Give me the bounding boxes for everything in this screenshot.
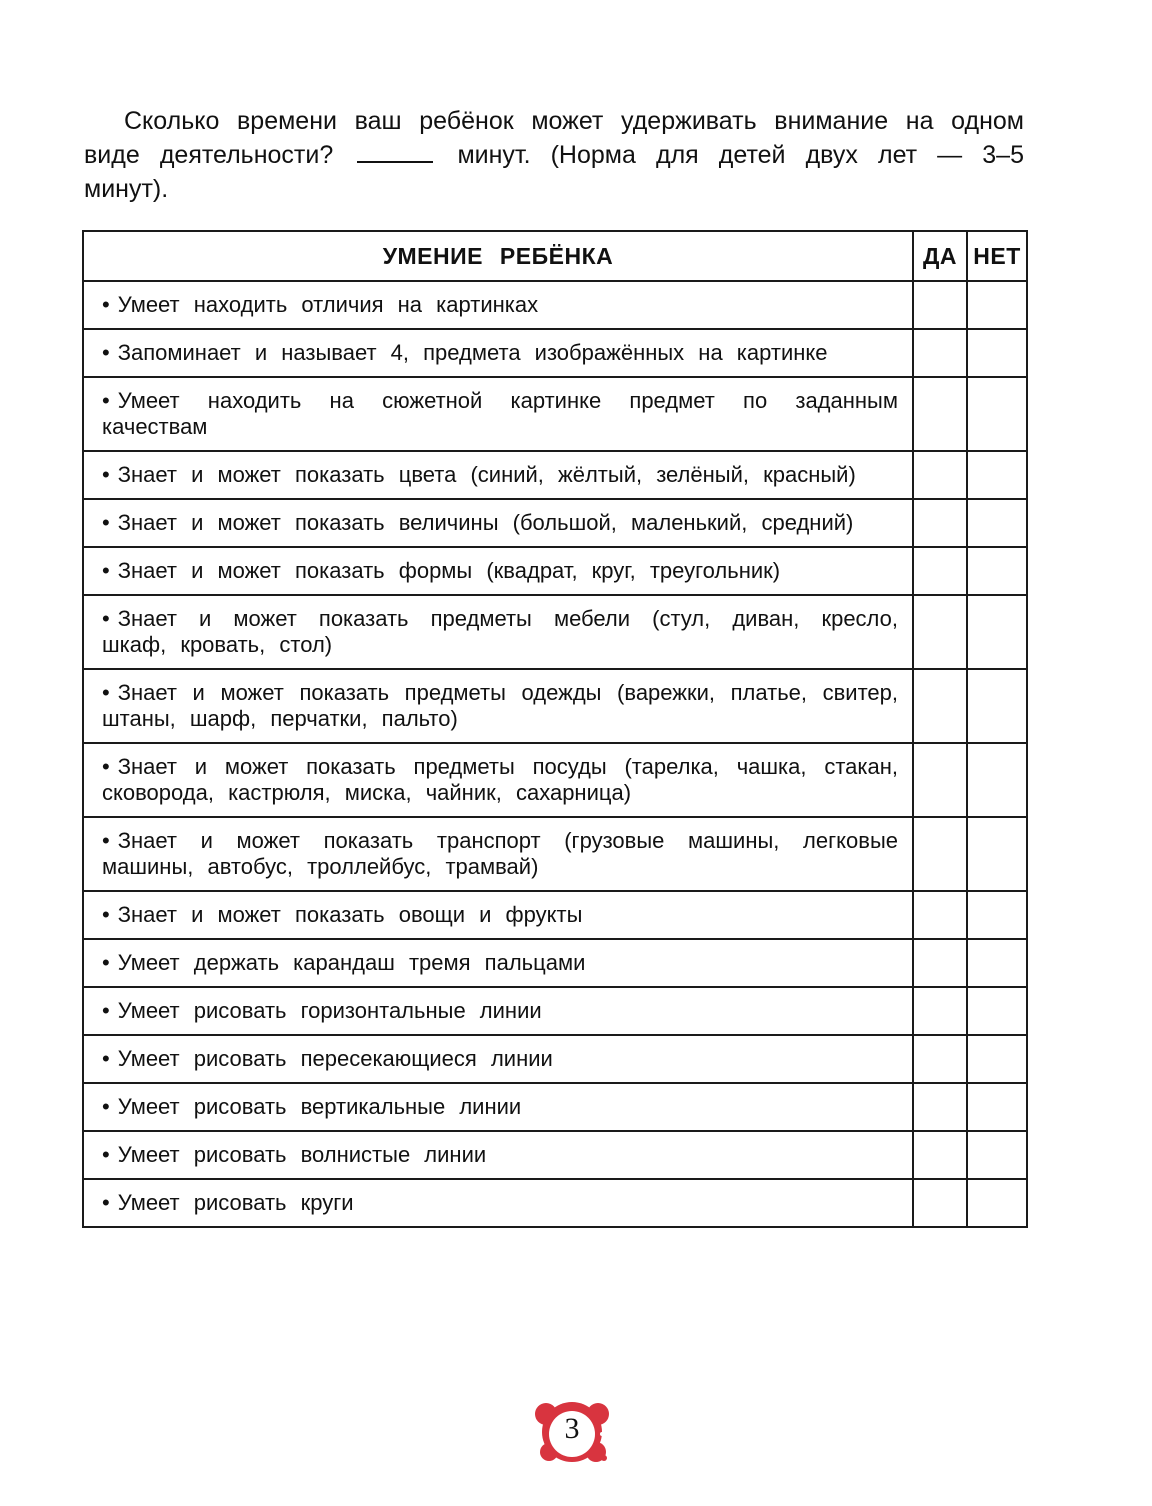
yes-checkbox-cell[interactable]	[913, 669, 967, 743]
skill-row	[83, 891, 1027, 939]
skill-label: Умеет рисовать волнистые линии	[117, 1142, 487, 1167]
yes-checkbox-cell[interactable]	[913, 1131, 967, 1179]
skill-label: Знает и может показать предметы мебели (стул, диван, кресло, шкаф, кровать, стол)	[102, 606, 898, 657]
skill-text-cell	[83, 451, 913, 499]
no-checkbox-cell[interactable]	[967, 377, 1027, 451]
skill-text-cell	[83, 329, 913, 377]
page-number: 3	[564, 1412, 580, 1445]
skills-checklist-table	[82, 230, 1028, 1228]
yes-checkbox-cell[interactable]	[913, 1179, 967, 1227]
skill-row	[83, 281, 1027, 329]
yes-checkbox-cell[interactable]	[913, 451, 967, 499]
skill-text-cell	[83, 377, 913, 451]
yes-checkbox-cell[interactable]	[913, 891, 967, 939]
yes-checkbox-cell[interactable]	[913, 329, 967, 377]
no-checkbox-cell[interactable]	[967, 281, 1027, 329]
skill-text-cell	[83, 987, 913, 1035]
bullet: •	[102, 754, 110, 779]
no-checkbox-cell[interactable]	[967, 1083, 1027, 1131]
skill-row	[83, 595, 1027, 669]
bullet: •	[102, 558, 110, 583]
skill-row	[83, 499, 1027, 547]
skill-label: Знает и может показать формы (квадрат, круг, треугольник)	[117, 558, 781, 583]
bullet: •	[102, 902, 110, 927]
skill-row	[83, 669, 1027, 743]
skill-text-cell	[83, 743, 913, 817]
skill-row	[83, 1131, 1027, 1179]
bullet: •	[102, 1094, 110, 1119]
bullet: •	[102, 1190, 110, 1215]
skill-text-cell	[83, 281, 913, 329]
skill-row	[83, 451, 1027, 499]
no-checkbox-cell[interactable]	[967, 451, 1027, 499]
no-checkbox-cell[interactable]	[967, 329, 1027, 377]
skill-label: Знает и может показать транспорт (грузовые машины, легковые машины, автобус, троллейбус, трамвай)	[102, 828, 898, 879]
skill-row	[83, 1083, 1027, 1131]
no-checkbox-cell[interactable]	[967, 1035, 1027, 1083]
yes-checkbox-cell[interactable]	[913, 499, 967, 547]
yes-checkbox-cell[interactable]	[913, 1035, 967, 1083]
no-checkbox-cell[interactable]	[967, 743, 1027, 817]
skill-row	[83, 817, 1027, 891]
intro-question: Сколько времени ваш ребёнок может удерживать внимание на одном виде деятельности?	[84, 107, 1024, 169]
yes-checkbox-cell[interactable]	[913, 939, 967, 987]
skill-text-cell	[83, 499, 913, 547]
skill-text-cell	[83, 817, 913, 891]
skill-text-cell	[83, 1179, 913, 1227]
header-skill: УМЕНИЕ РЕБЁНКА	[83, 231, 913, 281]
skill-label: Знает и может показать цвета (синий, жёлтый, зелёный, красный)	[117, 462, 856, 487]
skill-label: Умеет находить отличия на картинках	[117, 292, 539, 317]
bullet: •	[102, 292, 110, 317]
skill-text-cell	[83, 1131, 913, 1179]
yes-checkbox-cell[interactable]	[913, 281, 967, 329]
bullet: •	[102, 510, 110, 535]
bullet: •	[102, 1142, 110, 1167]
no-checkbox-cell[interactable]	[967, 499, 1027, 547]
answer-blank-line[interactable]	[357, 139, 433, 163]
no-checkbox-cell[interactable]	[967, 939, 1027, 987]
no-checkbox-cell[interactable]	[967, 595, 1027, 669]
skill-label: Умеет рисовать круги	[117, 1190, 354, 1215]
bullet: •	[102, 388, 110, 413]
no-checkbox-cell[interactable]	[967, 1179, 1027, 1227]
skill-text-cell	[83, 1035, 913, 1083]
bullet: •	[102, 340, 110, 365]
header-no: НЕТ	[967, 231, 1027, 281]
skill-label: Знает и может показать величины (большой, маленький, средний)	[117, 510, 854, 535]
skill-label: Знает и может показать предметы одежды (варежки, платье, свитер, штаны, шарф, перчатки, пальто)	[102, 680, 898, 731]
skill-label: Умеет рисовать вертикальные линии	[117, 1094, 522, 1119]
skill-text-cell	[83, 547, 913, 595]
skill-row	[83, 1179, 1027, 1227]
yes-checkbox-cell[interactable]	[913, 595, 967, 669]
skill-label: Запоминает и называет 4, предмета изображённых на картинке	[117, 340, 828, 365]
bullet: •	[102, 1046, 110, 1071]
no-checkbox-cell[interactable]	[967, 891, 1027, 939]
bullet: •	[102, 680, 110, 705]
yes-checkbox-cell[interactable]	[913, 743, 967, 817]
skill-text-cell	[83, 1083, 913, 1131]
skill-text-cell	[83, 669, 913, 743]
yes-checkbox-cell[interactable]	[913, 547, 967, 595]
yes-checkbox-cell[interactable]	[913, 377, 967, 451]
skill-row	[83, 987, 1027, 1035]
skill-text-cell	[83, 891, 913, 939]
intro-norm: минут. (Норма для детей двух лет — 3–5 минут).	[84, 141, 1024, 203]
skill-row	[83, 377, 1027, 451]
skill-row	[83, 939, 1027, 987]
no-checkbox-cell[interactable]	[967, 817, 1027, 891]
skill-row	[83, 743, 1027, 817]
no-checkbox-cell[interactable]	[967, 547, 1027, 595]
intro-paragraph	[84, 104, 1024, 206]
skill-label: Умеет держать карандаш тремя пальцами	[117, 950, 586, 975]
bullet: •	[102, 606, 110, 631]
skill-text-cell	[83, 595, 913, 669]
no-checkbox-cell[interactable]	[967, 987, 1027, 1035]
no-checkbox-cell[interactable]	[967, 669, 1027, 743]
bullet: •	[102, 828, 110, 853]
bullet: •	[102, 462, 110, 487]
skill-label: Умеет рисовать горизонтальные линии	[117, 998, 542, 1023]
yes-checkbox-cell[interactable]	[913, 817, 967, 891]
bullet: •	[102, 950, 110, 975]
skill-row	[83, 1035, 1027, 1083]
no-checkbox-cell[interactable]	[967, 1131, 1027, 1179]
skill-row	[83, 547, 1027, 595]
header-yes: ДА	[913, 231, 967, 281]
yes-checkbox-cell[interactable]	[913, 987, 967, 1035]
skill-text-cell	[83, 939, 913, 987]
yes-checkbox-cell[interactable]	[913, 1083, 967, 1131]
skill-label: Умеет находить на сюжетной картинке предмет по заданным качествам	[102, 388, 898, 439]
skill-label: Знает и может показать предметы посуды (тарелка, чашка, стакан, сковорода, кастрюля, миска, чайник, сахарница)	[102, 754, 898, 805]
skill-label: Умеет рисовать пересекающиеся линии	[117, 1046, 553, 1071]
skill-label: Знает и может показать овощи и фрукты	[117, 902, 583, 927]
table-header-row	[83, 231, 1027, 281]
bullet: •	[102, 998, 110, 1023]
page-number-badge	[532, 1392, 612, 1472]
skill-row	[83, 329, 1027, 377]
